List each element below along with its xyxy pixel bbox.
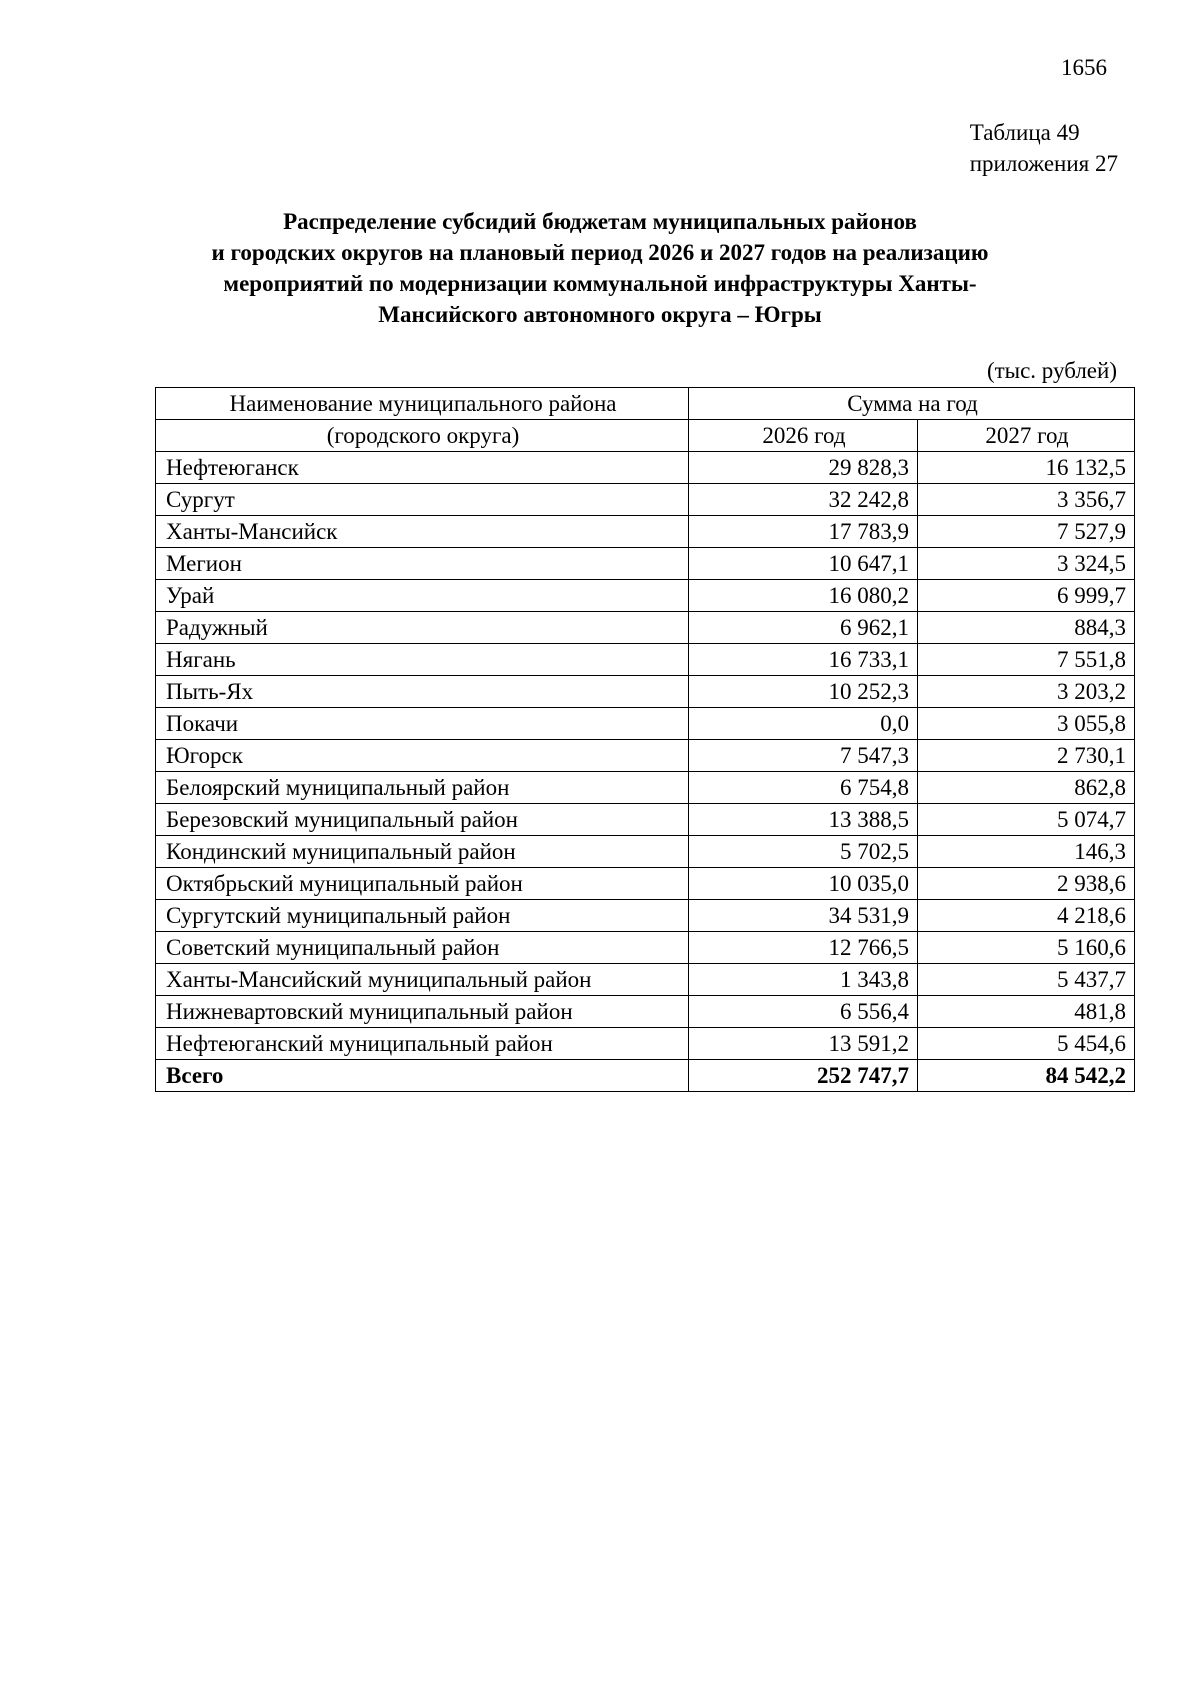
amount-2027: 146,3 — [918, 836, 1135, 868]
table-row — [156, 644, 1135, 676]
amount-2026: 6 754,8 — [689, 772, 918, 804]
municipality-name: Сургут — [156, 484, 689, 516]
table-number: Таблица 49 — [969, 120, 1080, 145]
header-name-line2: (городского округа) — [156, 420, 689, 452]
amount-2027: 16 132,5 — [918, 452, 1135, 484]
subsidy-table — [155, 387, 1135, 1092]
page-number: 1656 — [1061, 55, 1107, 80]
amount-2026: 10 035,0 — [689, 868, 918, 900]
amount-2027: 5 074,7 — [918, 804, 1135, 836]
table-row — [156, 868, 1135, 900]
amount-2026: 34 531,9 — [689, 900, 918, 932]
amount-2027: 7 527,9 — [918, 516, 1135, 548]
amount-2027: 2 730,1 — [918, 740, 1135, 772]
amount-2027: 5 160,6 — [918, 932, 1135, 964]
amount-2026: 13 591,2 — [689, 1028, 918, 1060]
table-row — [156, 836, 1135, 868]
table-row — [156, 1028, 1135, 1060]
amount-2026: 29 828,3 — [689, 452, 918, 484]
total-row — [156, 1060, 1135, 1092]
amount-2026: 10 252,3 — [689, 676, 918, 708]
units-label: (тыс. рублей) — [986, 358, 1117, 383]
municipality-name: Кондинский муниципальный район — [156, 836, 689, 868]
total-label: Всего — [156, 1060, 689, 1092]
document-title — [140, 206, 1060, 330]
table-row — [156, 932, 1135, 964]
amount-2026: 5 702,5 — [689, 836, 918, 868]
municipality-name: Белоярский муниципальный район — [156, 772, 689, 804]
municipality-name: Мегион — [156, 548, 689, 580]
municipality-name: Нефтеюганск — [156, 452, 689, 484]
amount-2027: 862,8 — [918, 772, 1135, 804]
amount-2026: 6 556,4 — [689, 996, 918, 1028]
amount-2026: 1 343,8 — [689, 964, 918, 996]
amount-2026: 13 388,5 — [689, 804, 918, 836]
municipality-name: Ханты-Мансийск — [156, 516, 689, 548]
amount-2027: 4 218,6 — [918, 900, 1135, 932]
amount-2027: 2 938,6 — [918, 868, 1135, 900]
table-row — [156, 900, 1135, 932]
header-row — [156, 388, 1135, 420]
header-sum-label: Сумма на год — [689, 388, 1135, 420]
municipality-name: Нижневартовский муниципальный район — [156, 996, 689, 1028]
municipality-name: Покачи — [156, 708, 689, 740]
table-row — [156, 612, 1135, 644]
total-2026: 252 747,7 — [689, 1060, 918, 1092]
table-row — [156, 708, 1135, 740]
municipality-name: Пыть-Ях — [156, 676, 689, 708]
municipality-name: Сургутский муниципальный район — [156, 900, 689, 932]
amount-2026: 6 962,1 — [689, 612, 918, 644]
total-2027: 84 542,2 — [918, 1060, 1135, 1092]
municipality-name: Урай — [156, 580, 689, 612]
amount-2027: 5 454,6 — [918, 1028, 1135, 1060]
title-line: и городских округов на плановый период 2026 и 2027 годов на реализацию — [211, 240, 989, 265]
amount-2027: 3 203,2 — [918, 676, 1135, 708]
amount-2026: 32 242,8 — [689, 484, 918, 516]
table-reference — [970, 117, 1118, 179]
amount-2026: 17 783,9 — [689, 516, 918, 548]
table-row — [156, 964, 1135, 996]
table-row — [156, 548, 1135, 580]
municipality-name: Октябрьский муниципальный район — [156, 868, 689, 900]
amount-2027: 481,8 — [918, 996, 1135, 1028]
municipality-name: Нефтеюганский муниципальный район — [156, 1028, 689, 1060]
municipality-name: Нягань — [156, 644, 689, 676]
table-row — [156, 772, 1135, 804]
amount-2026: 16 080,2 — [689, 580, 918, 612]
table-row — [156, 580, 1135, 612]
header-year-2026: 2026 год — [689, 420, 918, 452]
title-line: мероприятий по модернизации коммунальной инфраструктуры Ханты- — [223, 271, 977, 296]
table-row — [156, 740, 1135, 772]
amount-2027: 884,3 — [918, 612, 1135, 644]
table-row — [156, 804, 1135, 836]
appendix-number: приложения 27 — [969, 151, 1118, 176]
municipality-name: Югорск — [156, 740, 689, 772]
table-row — [156, 996, 1135, 1028]
title-line: Распределение субсидий бюджетам муниципальных районов — [283, 209, 917, 234]
municipality-name: Радужный — [156, 612, 689, 644]
municipality-name: Березовский муниципальный район — [156, 804, 689, 836]
amount-2027: 6 999,7 — [918, 580, 1135, 612]
header-row — [156, 420, 1135, 452]
header-year-2027: 2027 год — [918, 420, 1135, 452]
title-line: Мансийского автономного округа – Югры — [378, 302, 822, 327]
table-body — [156, 388, 1135, 1092]
table-row — [156, 484, 1135, 516]
table-row — [156, 516, 1135, 548]
amount-2026: 0,0 — [689, 708, 918, 740]
amount-2026: 16 733,1 — [689, 644, 918, 676]
amount-2027: 5 437,7 — [918, 964, 1135, 996]
municipality-name: Ханты-Мансийский муниципальный район — [156, 964, 689, 996]
amount-2026: 7 547,3 — [689, 740, 918, 772]
amount-2026: 12 766,5 — [689, 932, 918, 964]
amount-2026: 10 647,1 — [689, 548, 918, 580]
amount-2027: 7 551,8 — [918, 644, 1135, 676]
table-row — [156, 452, 1135, 484]
municipality-name: Советский муниципальный район — [156, 932, 689, 964]
amount-2027: 3 055,8 — [918, 708, 1135, 740]
amount-2027: 3 324,5 — [918, 548, 1135, 580]
header-name-line1: Наименование муниципального района — [156, 388, 689, 420]
amount-2027: 3 356,7 — [918, 484, 1135, 516]
table-row — [156, 676, 1135, 708]
